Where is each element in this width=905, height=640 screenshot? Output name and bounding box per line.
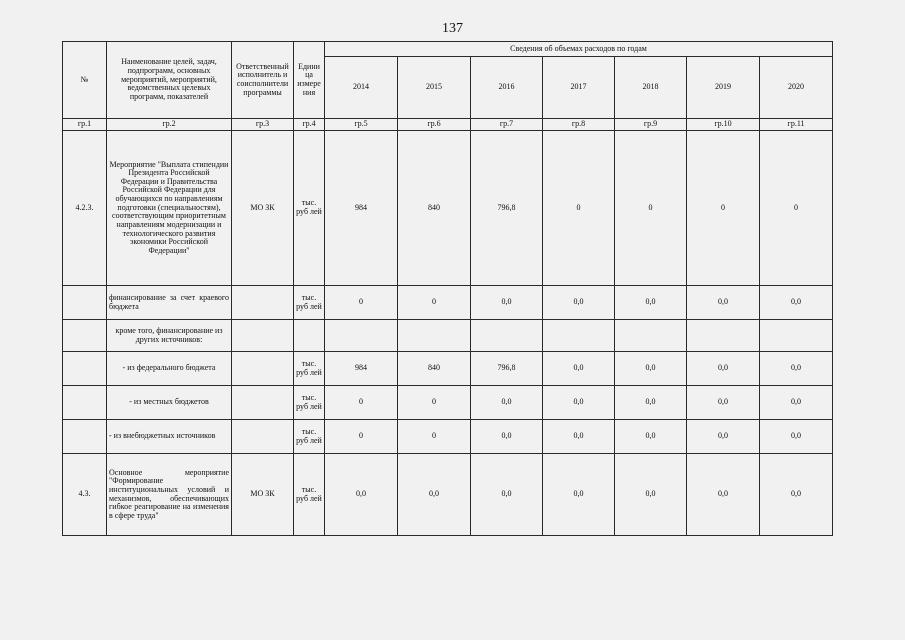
value-cell: 0,0 — [615, 420, 687, 454]
value-cell: 0 — [398, 286, 471, 320]
header-year: 2017 — [543, 57, 615, 119]
header-year: 2014 — [325, 57, 398, 119]
group-label: гр.5 — [325, 119, 398, 131]
value-cell: 0 — [687, 131, 760, 286]
value-cell: 0,0 — [687, 352, 760, 386]
header-year: 2016 — [471, 57, 543, 119]
row-responsible — [232, 352, 294, 386]
value-cell — [760, 320, 833, 352]
table-row — [63, 386, 833, 420]
header-year: 2018 — [615, 57, 687, 119]
row-number — [63, 286, 107, 320]
group-label: гр.9 — [615, 119, 687, 131]
value-cell: 0 — [398, 386, 471, 420]
value-cell: 0,0 — [471, 386, 543, 420]
value-cell: 0,0 — [543, 386, 615, 420]
value-cell: 796,8 — [471, 352, 543, 386]
budget-table — [62, 41, 833, 536]
value-cell — [687, 320, 760, 352]
value-cell: 0,0 — [760, 286, 833, 320]
value-cell: 0,0 — [471, 454, 543, 536]
table-row — [63, 131, 833, 286]
header-year: 2020 — [760, 57, 833, 119]
table-row — [63, 286, 833, 320]
group-label: гр.10 — [687, 119, 760, 131]
table-row — [63, 454, 833, 536]
row-responsible: МО ЗК — [232, 454, 294, 536]
row-number — [63, 320, 107, 352]
row-responsible — [232, 286, 294, 320]
group-label: гр.4 — [294, 119, 325, 131]
row-unit: тыс. руб лей — [294, 454, 325, 536]
value-cell: 796,8 — [471, 131, 543, 286]
value-cell: 0 — [615, 131, 687, 286]
value-cell — [325, 320, 398, 352]
row-number — [63, 420, 107, 454]
group-label: гр.8 — [543, 119, 615, 131]
value-cell: 0,0 — [760, 420, 833, 454]
value-cell — [398, 320, 471, 352]
row-unit: тыс. руб лей — [294, 386, 325, 420]
row-name: - из местных бюджетов — [107, 386, 232, 420]
header-name: Наименование целей, задач, подпрограмм, основных мероприятий, мероприятий, ведомственных целевых программ, показателей — [107, 42, 232, 119]
value-cell: 0,0 — [760, 352, 833, 386]
value-cell: 0,0 — [543, 454, 615, 536]
value-cell: 0,0 — [325, 454, 398, 536]
group-label: гр.11 — [760, 119, 833, 131]
value-cell: 0,0 — [687, 286, 760, 320]
value-cell: 0,0 — [687, 454, 760, 536]
table-row — [63, 420, 833, 454]
group-label: гр.1 — [63, 119, 107, 131]
value-cell: 0,0 — [543, 352, 615, 386]
row-unit — [294, 320, 325, 352]
table-row — [63, 320, 833, 352]
header-unit: Единица измерения — [294, 42, 325, 119]
value-cell: 0,0 — [543, 420, 615, 454]
row-unit: тыс. руб лей — [294, 420, 325, 454]
value-cell: 0,0 — [615, 352, 687, 386]
group-label: гр.2 — [107, 119, 232, 131]
row-name: - из федерального бюджета — [107, 352, 232, 386]
row-unit: тыс. руб лей — [294, 131, 325, 286]
row-number: 4.2.3. — [63, 131, 107, 286]
value-cell — [471, 320, 543, 352]
header-year: 2015 — [398, 57, 471, 119]
value-cell: 0,0 — [471, 420, 543, 454]
value-cell: 0,0 — [615, 454, 687, 536]
row-name: Основное мероприятие "Формирование институциональных условий и механизмов, обеспечивающих гибкое реагирование на изменения в сфере труда" — [107, 454, 232, 536]
row-responsible: МО ЗК — [232, 131, 294, 286]
row-name: Мероприятие "Выплата стипендии Президента Российской Федерации и Правительства Российской Федерации для обучающихся по направлениям подготовки (специальностям), соответствующим приоритетным направлениям модернизации и технологического развития экономики Российской Федерации" — [107, 131, 232, 286]
value-cell — [615, 320, 687, 352]
value-cell: 0 — [543, 131, 615, 286]
row-number — [63, 386, 107, 420]
value-cell: 0,0 — [543, 286, 615, 320]
group-row — [63, 119, 833, 131]
row-responsible — [232, 386, 294, 420]
group-label: гр.3 — [232, 119, 294, 131]
value-cell: 0,0 — [398, 454, 471, 536]
value-cell: 0 — [325, 420, 398, 454]
table-row — [63, 352, 833, 386]
value-cell — [543, 320, 615, 352]
value-cell: 984 — [325, 131, 398, 286]
row-responsible — [232, 420, 294, 454]
value-cell: 0,0 — [687, 420, 760, 454]
row-name: - из внебюджетных источников — [107, 420, 232, 454]
group-label: гр.7 — [471, 119, 543, 131]
header-num: № — [63, 42, 107, 119]
value-cell: 0 — [760, 131, 833, 286]
row-unit: тыс. руб лей — [294, 352, 325, 386]
value-cell: 0 — [398, 420, 471, 454]
row-name: кроме того, финансирование из других источников: — [107, 320, 232, 352]
row-number: 4.3. — [63, 454, 107, 536]
value-cell: 984 — [325, 352, 398, 386]
page-number: 137 — [442, 21, 463, 36]
value-cell: 0,0 — [760, 386, 833, 420]
group-label: гр.6 — [398, 119, 471, 131]
header-year: 2019 — [687, 57, 760, 119]
value-cell: 0,0 — [471, 286, 543, 320]
row-number — [63, 352, 107, 386]
value-cell: 840 — [398, 352, 471, 386]
header-responsible: Ответственный исполнитель и соисполнители программы — [232, 42, 294, 119]
row-responsible — [232, 320, 294, 352]
header-spending: Сведения об объемах расходов по годам — [325, 42, 833, 57]
value-cell: 0,0 — [760, 454, 833, 536]
row-name: финансирование за счет краевого бюджета — [107, 286, 232, 320]
value-cell: 0,0 — [615, 286, 687, 320]
value-cell: 0 — [325, 386, 398, 420]
value-cell: 0 — [325, 286, 398, 320]
value-cell: 0,0 — [615, 386, 687, 420]
value-cell: 840 — [398, 131, 471, 286]
row-unit: тыс. руб лей — [294, 286, 325, 320]
value-cell: 0,0 — [687, 386, 760, 420]
